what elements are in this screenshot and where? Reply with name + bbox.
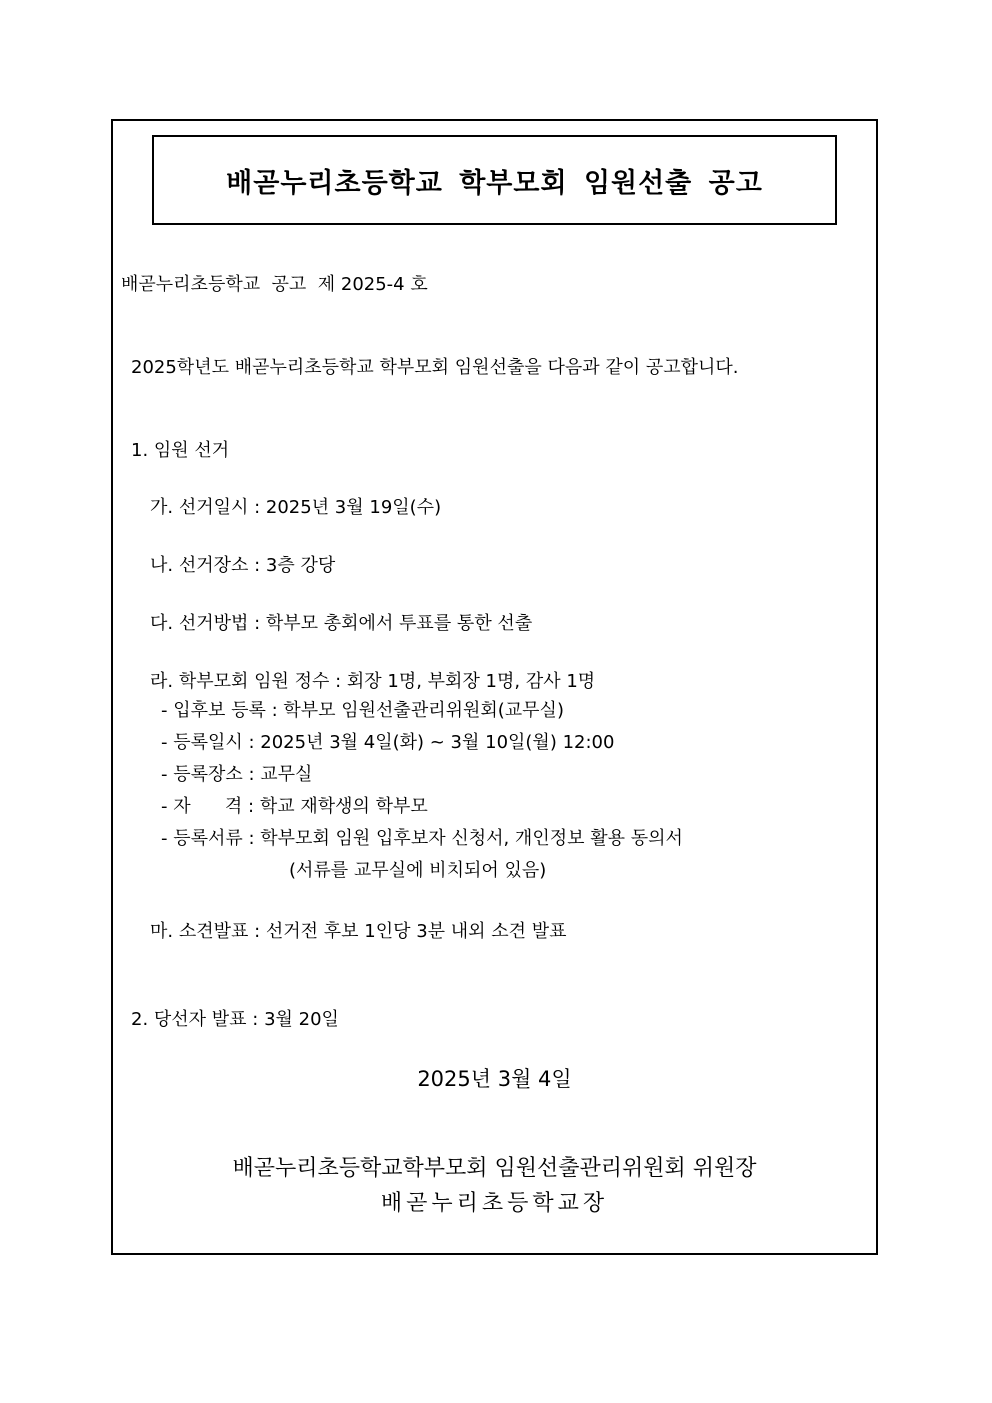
intro-text: 2025학년도 배곧누리초등학교 학부모회 임원선출을 다음과 같이 공고합니다.: [131, 357, 739, 378]
document-title: 배곧누리초등학교 학부모회 임원선출 공고: [226, 167, 763, 199]
item-ga: 가. 선거일시 : 2025년 3월 19일(수): [150, 497, 442, 518]
section1-heading: 1. 임원 선거: [131, 440, 230, 461]
ra-sub-item: - 등록일시 : 2025년 3월 4일(화) ~ 3월 10일(월) 12:00: [161, 732, 615, 753]
signature-line2: 배곧누리초등학교장: [380, 1191, 609, 1216]
item-na: 나. 선거장소 : 3층 강당: [150, 555, 336, 576]
signature-line1: 배곧누리초등학교학부모회 임원선출관리위원회 위원장: [232, 1156, 757, 1181]
item-ra: 라. 학부모회 임원 정수 : 회장 1명, 부회장 1명, 감사 1명: [150, 671, 596, 692]
notice-date: 2025년 3월 4일: [417, 1067, 572, 1091]
ra-sub-item: - 등록장소 : 교무실: [161, 764, 313, 785]
section2-text: 2. 당선자 발표 : 3월 20일: [131, 1009, 339, 1030]
item-da: 다. 선거방법 : 학부모 총회에서 투표를 통한 선출: [150, 613, 533, 634]
ra-sub-item: - 입후보 등록 : 학부모 임원선출관리위원회(교무실): [161, 700, 564, 721]
ra-note: (서류를 교무실에 비치되어 있음): [289, 860, 547, 881]
ra-sub-item: - 등록서류 : 학부모회 임원 입후보자 신청서, 개인정보 활용 동의서: [161, 828, 683, 849]
ra-sub-item: - 자 격 : 학교 재학생의 학부모: [161, 796, 428, 817]
title-box: [152, 135, 837, 225]
item-ma: 마. 소견발표 : 선거전 후보 1인당 3분 내외 소견 발표: [150, 921, 567, 942]
notice-number: 배곧누리초등학교 공고 제 2025-4 호: [121, 274, 428, 295]
